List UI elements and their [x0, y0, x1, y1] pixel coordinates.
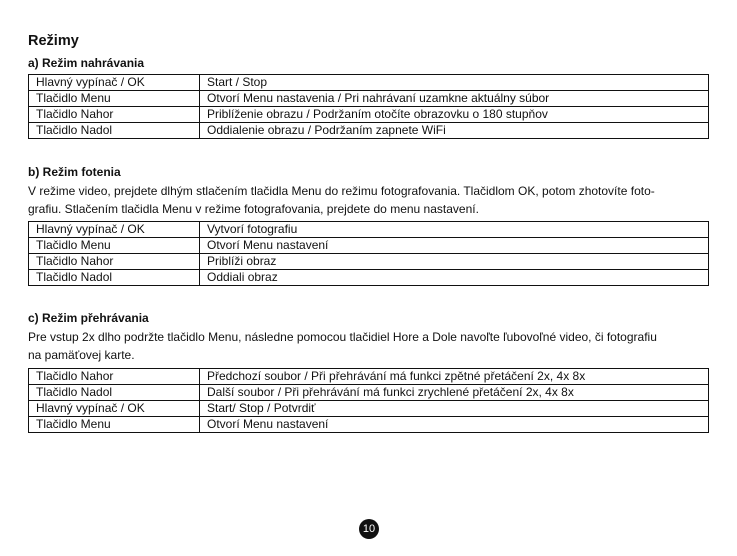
function-cell: Otvorí Menu nastavenia / Pri nahrávaní uzamkne aktuálny súbor — [200, 91, 709, 107]
function-cell: Oddialenie obrazu / Podržaním zapnete WiFi — [200, 123, 709, 139]
text-line: na pamäťovej karte. — [28, 348, 135, 362]
button-name-cell: Tlačidlo Nadol — [29, 270, 200, 286]
button-name-cell: Tlačidlo Nadol — [29, 123, 200, 139]
table-row — [29, 385, 709, 401]
table-row — [29, 254, 709, 270]
button-name-cell: Tlačidlo Menu — [29, 238, 200, 254]
recording-mode-table — [28, 74, 709, 139]
table-row — [29, 369, 709, 385]
text-line: V režime video, prejdete dlhým stlačením tlačidla Menu do režimu fotografovania. Tlačidlom OK, potom zhotovíte foto- — [28, 184, 655, 198]
table-row — [29, 270, 709, 286]
button-name-cell: Hlavný vypínač / OK — [29, 401, 200, 417]
playback-mode-description — [28, 328, 709, 364]
function-cell: Start/ Stop / Potvrdiť — [200, 401, 709, 417]
button-name-cell: Hlavný vypínač / OK — [29, 222, 200, 238]
function-cell: Oddiali obraz — [200, 270, 709, 286]
section-heading-recording: a) Režim nahrávania — [28, 56, 145, 70]
function-cell: Priblíženie obrazu / Podržaním otočíte obrazovku o 180 stupňov — [200, 107, 709, 123]
table-row — [29, 238, 709, 254]
function-cell: Priblíži obraz — [200, 254, 709, 270]
playback-mode-table — [28, 368, 709, 433]
function-cell: Start / Stop — [207, 75, 268, 89]
button-name-cell: Tlačidlo Nadol — [29, 385, 200, 401]
table-row — [29, 75, 709, 91]
button-name-cell: Tlačidlo Nahor — [29, 107, 200, 123]
table-row — [29, 91, 709, 107]
button-name-cell: Hlavný vypínač / OK — [29, 75, 200, 91]
function-cell: Předchozí soubor / Při přehrávání má funkci zpětné přetáčení 2x, 4x 8x — [207, 369, 586, 383]
table-row — [29, 107, 709, 123]
function-cell: Vytvorí fotografiu — [207, 222, 298, 236]
button-name-cell: Tlačidlo Menu — [29, 91, 200, 107]
text-line: Pre vstup 2x dlho podržte tlačidlo Menu, následne pomocou tlačidiel Hore a Dole navoľte ľubovoľné video, či fotografiu — [28, 330, 657, 344]
photo-mode-table — [28, 221, 709, 286]
section-heading-photo: b) Režim fotenia — [28, 165, 121, 179]
function-cell: Otvorí Menu nastavení — [200, 417, 709, 433]
button-name-cell: Tlačidlo Menu — [29, 417, 200, 433]
table-row — [29, 222, 709, 238]
table-row — [29, 401, 709, 417]
button-name-cell: Tlačidlo Nahor — [29, 254, 200, 270]
table-row — [29, 123, 709, 139]
photo-mode-description — [28, 182, 709, 218]
page-number-badge: 10 — [359, 519, 379, 539]
button-name-cell: Tlačidlo Nahor — [29, 369, 200, 385]
function-cell: Další soubor / Při přehrávání má funkci zrychlené přetáčení 2x, 4x 8x — [200, 385, 709, 401]
function-cell: Otvorí Menu nastavení — [200, 238, 709, 254]
section-heading-playback: c) Režim přehrávania — [28, 311, 149, 325]
page-title: Režimy — [28, 33, 79, 49]
table-row — [29, 417, 709, 433]
text-line: grafiu. Stlačením tlačidla Menu v režime fotografovania, prejdete do menu nastavení. — [28, 202, 479, 216]
